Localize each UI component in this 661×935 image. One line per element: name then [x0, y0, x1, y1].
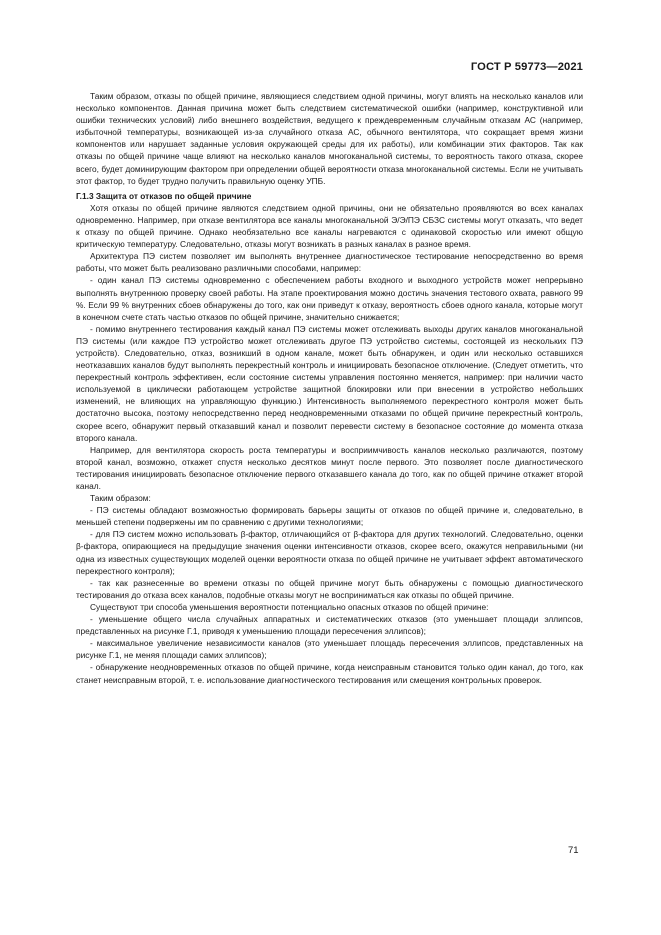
section-heading: Г.1.3 Защита от отказов по общей причине — [76, 190, 252, 201]
list-item: - для ПЭ систем можно использовать β-фактор, отличающийся от β-фактора для других технологий. Следовательно, оценки β-фактора, опирающиеся на предыдущие значения оценки интенсивности отказов, скорее всего, окажутся неправильными (ни одна из известных существующих моделей оценки вероятности отказа по общей причине не учитывает эффект автоматического перекрестного контроля); — [76, 529, 583, 576]
paragraph: Хотя отказы по общей причине являются следствием одной причины, они не обязательно проявляются во всех каналах одновременно. Например, при отказе вентилятора все каналы многоканальной Э/Э/ПЭ СБЗС системы могут отказать, что ведет к отказу по общей причине. Однако необязательно все каналы нагреваются с одинаковой скоростью или имеют общую критическую температуру. Следовательно, отказы могут возникать в разных каналах в разное время. — [76, 202, 583, 250]
paragraph: Таким образом: — [90, 493, 151, 504]
paragraph: Например, для вентилятора скорость роста температуры и восприимчивость каналов несколько различаются, поэтому второй канал, возможно, откажет спустя несколько десятков минут после первого. Это позволяет после диагностического тестирования инициировать безопасное отключение первого отказавшего канала до того, как по общей причине откажет второй канал. — [76, 444, 583, 491]
paragraph: Архитектура ПЭ систем позволяет им выполнять внутреннее диагностическое тестирование непосредственно во время работы, что может быть реализовано различными способами, например: — [76, 251, 583, 274]
document-body — [76, 90, 583, 686]
list-item: - уменьшение общего числа случайных аппаратных и систематических отказов (это уменьшает площади эллипсов, представленных на рисунке Г.1, приводя к уменьшению площади пересечения эллипсов); — [76, 614, 583, 637]
page-number: 71 — [568, 845, 579, 856]
list-item: - ПЭ системы обладают возможностью формировать барьеры защиты от отказов по общей причине и, следовательно, в меньшей степени подвержены им по сравнению с другими технологиями; — [76, 505, 583, 528]
paragraph: Таким образом, отказы по общей причине, являющиеся следствием одной причины, могут влиять на несколько каналов или несколько компонентов. Данная причина может быть следствием систематической ошибки (например, конструктивной или ошибки технических условий) либо внешнего воздействия, ведущего к преждевременным случайным отказам АС (например, избыточной температуры, возникающей из-за случайного отказа АС, обычного вентилятора, что сокращает время жизни компонентов или нарушает заданные условия окружающей среды для их работы), или комбинации этих факторов. Так как отказы по общей причине чаще влияют на несколько каналов многоканальной системы, то вероятность такого отказа, скорее всего, будет доминирующим фактором при определении общей вероятности отказа многоканальной системы. Если не учитывать этот фактор, то будет трудно получить правильную оценку УПБ. — [76, 91, 583, 186]
list-item: - один канал ПЭ системы одновременно с обеспечением работы входного и выходного устройств может непрерывно выполнять внутреннюю проверку своей работы. На этапе проектирования можно достичь значения тестового охвата, равного 99 %. Если 99 % внутренних сбоев обнаружены до того, как они приведут к отказу, вероятность сбоев одного канала, которые могут в конечном счете стать частью отказов по общей причине, значительно снижается; — [76, 275, 583, 322]
standard-code: ГОСТ Р 59773—2021 — [470, 61, 583, 73]
list-item: - максимальное увеличение независимости каналов (это уменьшает площадь пересечения эллипсов, представленных на рисунке Г.1, не меняя площади самих эллипсов); — [76, 638, 583, 661]
list-item: - помимо внутреннего тестирования каждый канал ПЭ системы может отслеживать выходы других каналов многоканальной ПЭ системы (или каждое ПЭ устройство может отслеживать другое ПЭ устройство системы, состоящей из нескольких ПЭ устройств). Следовательно, отказ, возникший в одном канале, может быть обнаружен, и один или несколько оставшихся неотказавших каналов будут выполнять перекрестный контроль и инициировать безопасное отключение. (Следует отметить, что перекрестный контроль эффективен, если состояние системы управления постоянно меняется, например: при наличии часто используемой в циклически работающем устройстве защитной блокировки или при внесении в устройство небольших изменений, не влияющих на управляющую функцию.) Интенсивность выполняемого перекрестного контроля может быть достаточно высока, поэтому непосредственно перед неодновременными отказами по общей причине перекрестный контроль, скорее всего, обнаружит первый отказавший канал и позволит перевести систему в безопасное состояние до момента отказа второго канала. — [76, 323, 583, 443]
list-item: - так как разнесенные во времени отказы по общей причине могут быть обнаружены с помощью диагностического тестирования до отказа всех каналов, подобные отказы могут не восприниматься как отказы по общей причине. — [76, 577, 583, 600]
paragraph: Существуют три способа уменьшения вероятности потенциально опасных отказов по общей причине: — [90, 601, 489, 612]
list-item: - обнаружение неодновременных отказов по общей причине, когда неисправным становится только один канал, до того, как станет неисправным второй, т. е. использование диагностического тестирования или смещения контрольных проверок. — [76, 662, 583, 685]
